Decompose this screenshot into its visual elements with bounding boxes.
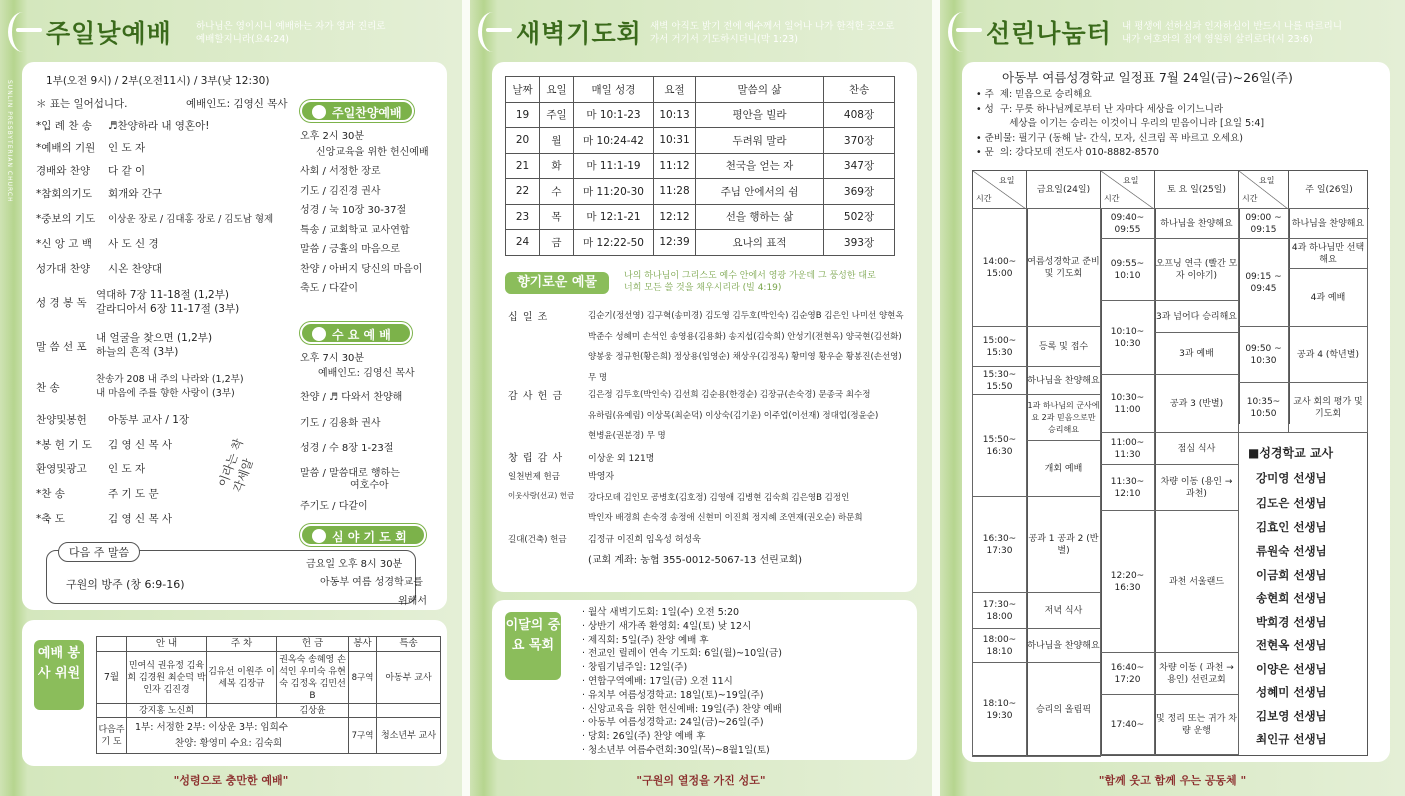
list-item: 강미영 선생님: [1256, 471, 1327, 485]
table-row: 15:30~ 15:50 하나님을 찬양해요: [973, 367, 1101, 395]
wed-row: 주기도 / 다같이: [300, 501, 368, 512]
wed-row: 여호수아: [350, 480, 389, 491]
sunday-header: 주 일(26일): [1305, 185, 1353, 195]
list-item: 이금희 선생님: [1256, 568, 1327, 582]
table-row: 09:15 ~ 09:45 4과 하나님만 선택해요: [1239, 239, 1368, 269]
table-row: 날짜 요일 매일 성경 요절 말씀의 삶 찬송: [506, 77, 895, 103]
table-row: 22 수 마 11:20-30 11:28 주님 안에서의 쉼 369장: [506, 179, 895, 205]
list-item: 박희경 선생님: [1256, 615, 1327, 629]
sharing-header: [940, 0, 1405, 62]
leaf-icon: [478, 12, 508, 52]
list-item: 김도은 선생님: [1256, 496, 1327, 510]
verse: 가서 거기서 기도하시더니(막 1:23): [650, 34, 798, 45]
table-row: 09:40~ 09:55 하나님을 찬양해요: [1101, 209, 1239, 239]
sermon-label: 말 씀 선 포: [36, 341, 87, 353]
footer: "구원의 열정을 가진 성도": [636, 774, 766, 787]
offering-names: 김은정 김두호(박인숙) 김선희 김순용(한경순) 김장규(손숙경) 문종국 최수정 유하림(유예림) 이상목(최순덕) 이상숙(김기운) 이주업(이선재) 정대업(정윤순) 현병윤(권분경) 무 명: [588, 390, 879, 441]
verse: 새벽 아직도 밝기 전에 예수께서 일어나 나가 한적한 곳으로: [650, 21, 895, 32]
list-item: · 상반기 새가족 환영회: 4일(토) 낮 12시: [582, 620, 752, 632]
table-row: 23 목 마 12:1-21 12:12 선을 행하는 삶 502장: [506, 204, 895, 230]
offering-names: 김순기(정선영) 김구혁(송미경) 김도영 김두호(박인숙) 김순영B 김은인 나미선 양현옥 박준수 성혜미 손석인 송영용(김용화) 송지섭(김숙희) 안성기(전현옥) 양국현(김선화) 양봉웅 정규헌(황은희) 정상용(임영순) 채상우(김정옥) 황미영 황우순 황봉진(손선영) 무 명: [588, 311, 904, 383]
list-item: · 유치부 여름성경학교: 18일(토)~19일(주): [582, 689, 764, 701]
news-list: [582, 606, 782, 758]
verse: 예배할지니라(요4:24): [196, 34, 289, 45]
wed-row: 성경 / 수 8장 1-23절: [300, 443, 394, 454]
table-row: 12:20~ 16:30 과천 서울랜드: [1101, 511, 1239, 653]
table-row: 10:10~ 10:30 3과 넘어다 승리해요: [1101, 301, 1239, 333]
order-item: *입 례 찬 송 ♬찬양하라 내 영혼아!: [36, 120, 210, 132]
list-item: 김효인 선생님: [1256, 520, 1327, 534]
leaf-icon: [948, 12, 978, 52]
list-item: 성혜미 선생님: [1256, 685, 1327, 699]
list-item: · 신앙교육을 위한 헌신예배: 19일(주) 찬양 예배: [582, 703, 782, 715]
wed-row: 기도 / 김용화 권사: [300, 418, 381, 429]
sermon-text: 내 얼굴을 찾으면 (1,2부) 하늘의 흔적 (3부): [96, 332, 213, 358]
table-row: 19 주일 마 10:1-23 10:13 평안을 빌라 408장: [506, 102, 895, 128]
table-row: 다음주 기 도 1부: 서정한 2부: 이상운 3부: 임희수 찬양: 황영미 수요: 김숙희 7구역 청소년부 교사: [97, 718, 441, 754]
table-row: 21 화 마 11:1-19 11:12 천국을 얻는 자 347장: [506, 153, 895, 179]
list-item: · 아동부 여름성경학교: 24일(금)~26일(주): [582, 717, 764, 729]
table-row: 개회 예배: [973, 441, 1101, 497]
table-row: 안 내 주 차 헌 금 봉사 특송: [97, 637, 441, 652]
fri-time: 금요일 오후 8시 30분: [306, 559, 403, 570]
order-item: *중보의 기도 이상운 장로 / 김대홍 장로 / 김도남 형제: [36, 213, 274, 225]
list-item: · 청소년부 여름수련회:30일(목)~8월1일(토): [582, 744, 770, 756]
offering-row: 감 사 헌 금: [508, 391, 564, 402]
next-week-label: 다음 주 말씀: [58, 542, 140, 562]
dawn-table: [505, 76, 895, 256]
order-item: 성가대 찬양 시온 찬양대: [36, 263, 163, 275]
handwritten-note: 이라는 착각세알: [215, 436, 256, 495]
order-item: *참회의기도 회개와 간구: [36, 188, 163, 200]
sunday-schedule: [1238, 208, 1368, 433]
friday-header: 금요일(24일): [1027, 171, 1101, 209]
table-row: 24 금 마 12:22-50 12:39 요나의 표적 393장: [506, 230, 895, 256]
reading-text: 역대하 7장 11-18절 (1,2부) 갈라디아서 6장 11-17절 (3부): [96, 289, 240, 315]
table-row: 15:00~ 15:30 등록 및 접수: [973, 327, 1101, 367]
offering-verse: 나의 하나님이 그리스도 예수 안에서 영광 가운데 그 풍성한 대로 너희 모든 쓸 것을 채우시리라 (빌 4:19): [624, 271, 876, 293]
wed-leader: 예배인도: 김영신 목사: [318, 368, 415, 379]
order-item: *예배의 기원 인 도 자: [36, 142, 146, 154]
table-row: 강지홍 노신희 김상윤: [97, 704, 441, 718]
table-row: 17:30~ 18:00 저녁 식사: [973, 593, 1101, 629]
order-item: *축 도 김 영 신 목 사: [36, 513, 173, 525]
vbs-info: • 주 제: 믿음으로 승리해요 • 성 구: 무릇 하나님께로부터 난 자마다 세상을 이기느니라 세상을 이기는 승리는 이것이니 우리의 믿음이니라 [요일 5:4] • 준비물: 필기구 (동해 날- 간식, 모자, 신크림 꼭 바르고 오세요) • 문 의: 강다모데 전도사 010-8882-8570: [976, 89, 1265, 158]
afternoon-worship-title: 주일찬양예배: [300, 100, 414, 122]
friday-schedule: [972, 208, 1101, 757]
list-item: · 월삭 새벽기도회: 1일(수) 오전 5:20: [582, 607, 740, 618]
saturday-header: 토 요 일(25일): [1155, 171, 1239, 209]
verse: 하나님은 영이시니 예배하는 자가 영과 진리로: [196, 21, 386, 32]
teachers-title: ■성경학교 교사: [1248, 446, 1334, 460]
hymn-text: 찬송가 208 내 주의 나라와 (1,2부) 내 마음에 주를 향한 사랑이 (3부): [96, 374, 244, 399]
offering-row: 길대(건축) 헌금 김정규 이진희 임옥성 허성욱: [508, 535, 701, 545]
pm-row: 기도 / 김진경 권사: [300, 186, 381, 197]
schedule-table: 요일 시간 금요일(24일) 요일 시간 토 요 일(25일) 요일 시간 주 일(26일): [972, 170, 1368, 756]
worship-header: [0, 0, 462, 62]
reading-label: 성 경 봉 독: [36, 297, 87, 309]
table-row: 16:40~ 17:20 차량 이동 ( 과천 → 용인) 선린교회: [1101, 653, 1239, 695]
leader: 예배인도: 김영신 목사: [186, 98, 288, 110]
order-item: 경배와 찬양 다 같 이: [36, 165, 146, 177]
service-label: 예배 봉사 위원: [34, 640, 84, 710]
offering-row: 십 일 조: [508, 312, 549, 323]
table-row: 15:50~ 16:30 1과 하나님의 군사에요 2과 믿음으로만 승리해요: [973, 395, 1101, 441]
offering-row: 창 립 감 사 이상운 외 121명: [508, 453, 655, 464]
table-row: 7월 민여식 권유정 김육희 김경원 최순덕 박인자 김진경 김유선 이원주 이세복 김장규 권옥숙 송혜영 손석인 우미숙 유현숙 김정옥 김민선B 8구역 아동부 교사: [97, 652, 441, 704]
offering-title: 향기로운 예물: [505, 272, 609, 294]
order-item: *봉 헌 기 도 김 영 신 목 사: [36, 439, 173, 451]
friday-prayer-title: 심 야 기 도 회: [300, 524, 426, 546]
stand-mark: ＊ 표는 일어섭니다.: [36, 98, 128, 110]
leaf-icon: [8, 12, 38, 52]
list-item: · 당회: 26일(주) 찬양 예배 후: [582, 731, 706, 743]
table-row: 11:00~ 11:30 점심 식사: [1101, 433, 1239, 465]
verse: 내 평생에 선하심과 인자하심이 반드시 나를 따르리니: [1122, 21, 1343, 32]
offering-row: 이웃사랑(선교) 헌금: [508, 491, 575, 500]
table-row: 20 월 마 10:24-42 10:31 두려워 말라 370장: [506, 128, 895, 154]
wednesday-worship-title: 수 요 예 배: [300, 322, 412, 344]
offering-names: 강다모데 김인모 공병호(김호정) 김영애 김병현 김숙희 김은영B 김정인 박인자 배경희 손숙경 송정애 신현미 이진희 정지혜 조연재(권오순) 하문희: [588, 493, 863, 523]
order-item: 환영및광고 인 도 자: [36, 463, 146, 475]
table-row: 18:00~ 18:10 하나님을 찬양해요: [973, 629, 1101, 663]
section-title: 선린나눔터: [986, 19, 1112, 48]
section-title: 새벽기도회: [516, 19, 642, 48]
order-item: *찬 송 주 기 도 문: [36, 488, 159, 500]
list-item: 김보영 선생님: [1256, 709, 1327, 723]
section-title: 주일낮예배: [46, 19, 172, 48]
pm-row: 사회 / 서정한 장로: [300, 166, 381, 177]
table-row: 09:00 ~ 09:15 하나님을 찬양해요: [1239, 209, 1368, 239]
list-item: 최인규 선생님: [1256, 732, 1327, 746]
wed-time: 오후 7시 30분: [300, 353, 365, 364]
table-row: 09:55~ 10:10 오프닝 연극 (빨간 모자 이야기): [1101, 239, 1239, 301]
footer: "성령으로 충만한 예배": [173, 774, 289, 787]
pm-row: 성경 / 눅 10장 30-37절: [300, 205, 407, 216]
service-table: [96, 636, 441, 754]
dawn-header: [470, 0, 932, 62]
list-item: · 연합구역예배: 17일(금) 오전 11시: [582, 675, 733, 687]
list-item: 송현희 선생님: [1256, 591, 1327, 605]
wed-row: 말씀 / 말씀대로 행하는: [300, 468, 400, 479]
table-row: 16:30~ 17:30 공과 1 공과 2 (반별): [973, 497, 1101, 593]
list-item: 전현옥 선생님: [1256, 638, 1327, 652]
table-row: 09:50 ~ 10:30 공과 4 (학년별): [1239, 327, 1368, 383]
table-row: 18:10~ 19:30 승리의 올림픽: [973, 663, 1101, 757]
table-row: 17:40~ 및 정리 또는 귀가 차량 운행: [1101, 695, 1239, 755]
table-row: 10:30~ 11:00 공과 3 (반별): [1101, 375, 1239, 433]
account-info: (교회 계좌: 농협 355-0012-5067-13 선린교회): [588, 555, 803, 566]
table-row: 14:00~ 15:00 여름성경학교 준비 및 기도회: [973, 209, 1101, 327]
offering-row: 일천번제 헌금 박영자: [508, 472, 615, 482]
table-row: 4과 예배: [1239, 269, 1368, 327]
fri-purpose: 아동부 여름 성경학교를: [320, 577, 423, 588]
hymn-label: 찬 송: [36, 382, 60, 394]
pm-row: 축도 / 다같이: [300, 283, 359, 294]
fri-purpose: 위해서: [398, 596, 427, 607]
pm-theme: 신앙교육을 위한 헌신예배: [316, 147, 429, 158]
service-times: 1부(오전 9시) / 2부(오전11시) / 3부(낮 12:30): [46, 75, 270, 87]
order-item: *신 앙 고 백 사 도 신 경: [36, 238, 159, 250]
next-week-text: 구원의 방주 (창 6:9-16): [66, 578, 185, 591]
pm-time: 오후 2시 30분: [300, 131, 365, 142]
table-row: 11:30~ 12:10 차량 이동 (용인 → 과천): [1101, 465, 1239, 511]
table-row: 3과 예배: [1101, 333, 1239, 375]
vbs-heading: 아동부 여름성경학교 일정표 7월 24일(금)~26일(주): [1002, 70, 1293, 85]
list-item: · 전교인 릴레이 연속 기도회: 6일(월)~10일(금): [582, 648, 782, 660]
pm-row: 말씀 / 긍휼의 마음으로: [300, 244, 400, 255]
list-item: 류원숙 선생님: [1256, 544, 1327, 558]
list-item: · 창립기념주일: 12일(주): [582, 662, 688, 674]
list-item: 이양은 선생님: [1256, 662, 1327, 676]
table-row: 10:35~ 10:50 교사 회의 평가 및 기도회: [1239, 383, 1368, 433]
pm-row: 특송 / 교회학교 교사연합: [300, 225, 410, 236]
list-item: · 제직회: 5일(주) 찬양 예배 후: [582, 634, 709, 646]
news-label: 이달의 중요 목회: [505, 612, 561, 680]
footer: "함께 웃고 함께 우는 공동체 ": [1098, 774, 1247, 787]
wed-row: 찬양 / ♬ 다와서 찬양해: [300, 392, 403, 403]
saturday-schedule: [1100, 208, 1239, 755]
pm-row: 찬양 / 아버지 당신의 마음이: [300, 264, 423, 275]
order-item: 찬양및봉헌 아동부 교사 / 1장: [36, 414, 190, 426]
side-text: SUNLIN PRESBYTERIAN CHURCH: [6, 80, 13, 203]
verse: 내가 여호와의 집에 영원히 살리로다(시 23:6): [1122, 34, 1313, 45]
